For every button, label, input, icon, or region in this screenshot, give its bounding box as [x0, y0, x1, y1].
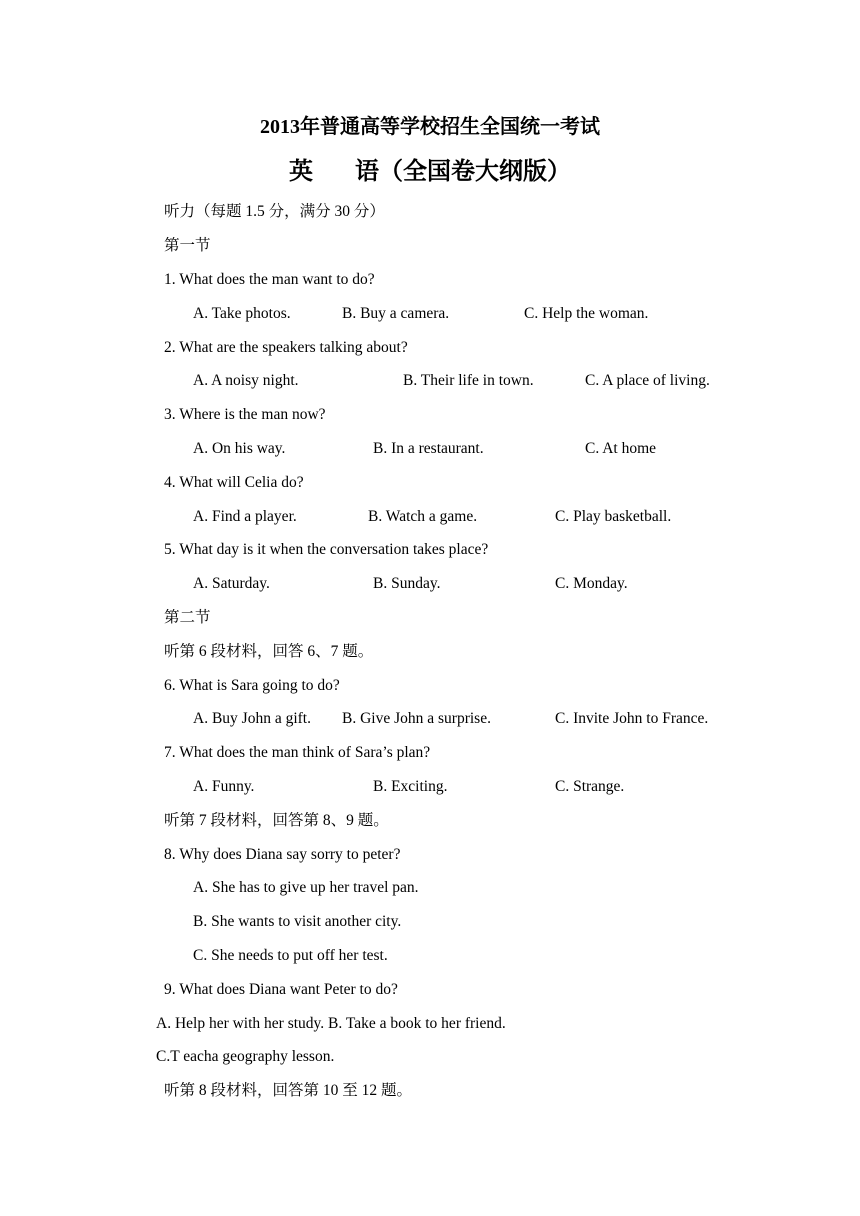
q8-option-b: B. She wants to visit another city.	[193, 913, 402, 930]
q2-option-b: B. Their life in town.	[403, 372, 534, 389]
question-9: 9. What does Diana want Peter to do?	[164, 981, 398, 998]
q8-option-c: C. She needs to put off her test.	[193, 947, 388, 964]
q4-option-c: C. Play basketball.	[555, 508, 672, 525]
material-7-instruction: 听第 7 段材料，回答第 8、9 题。	[164, 812, 389, 829]
question-3: 3. Where is the man now?	[164, 406, 326, 423]
subtitle-subject: 英	[289, 159, 313, 185]
q9-option-c: C.T eacha geography lesson.	[156, 1048, 335, 1065]
question-7: 7. What does the man think of Sara’s plan?	[164, 744, 431, 761]
question-5: 5. What day is it when the conversation takes place?	[164, 541, 489, 558]
question-4: 4. What will Celia do?	[164, 474, 304, 491]
q5-option-c: C. Monday.	[555, 575, 628, 592]
q1-option-c: C. Help the woman.	[524, 305, 649, 322]
q8-option-a: A. She has to give up her travel pan.	[193, 879, 419, 896]
q1-option-a: A. Take photos.	[193, 305, 291, 322]
q7-option-c: C. Strange.	[555, 778, 625, 795]
q4-option-b: B. Watch a game.	[368, 508, 478, 525]
q2-option-c: C. A place of living.	[585, 372, 710, 389]
subtitle-edition: 语（全国卷大纲版）	[355, 159, 571, 185]
material-6-instruction: 听第 6 段材料，回答 6、7 题。	[164, 643, 374, 660]
question-6: 6. What is Sara going to do?	[164, 677, 340, 694]
page-title: 2013年普通高等学校招生全国统一考试	[260, 116, 600, 138]
q7-option-b: B. Exciting.	[373, 778, 448, 795]
q5-option-a: A. Saturday.	[193, 575, 270, 592]
q4-option-a: A. Find a player.	[193, 508, 297, 525]
q6-option-b: B. Give John a surprise.	[342, 710, 491, 727]
q5-option-b: B. Sunday.	[373, 575, 441, 592]
q6-option-a: A. Buy John a gift.	[193, 710, 311, 727]
q3-option-c: C. At home	[585, 440, 657, 457]
q3-option-a: A. On his way.	[193, 440, 286, 457]
q9-options-ab: A. Help her with her study. B. Take a book to her friend.	[156, 1015, 506, 1032]
q7-option-a: A. Funny.	[193, 778, 255, 795]
question-2: 2. What are the speakers talking about?	[164, 339, 408, 356]
question-1: 1. What does the man want to do?	[164, 271, 375, 288]
q2-option-a: A. A noisy night.	[193, 372, 299, 389]
q6-option-c: C. Invite John to France.	[555, 710, 709, 727]
part1-heading: 第一节	[164, 237, 211, 254]
page-subtitle	[0, 156, 860, 188]
part2-heading: 第二节	[164, 609, 211, 626]
listening-heading: 听力（每题 1.5 分，满分 30 分）	[164, 203, 385, 220]
q1-option-b: B. Buy a camera.	[342, 305, 450, 322]
q3-option-b: B. In a restaurant.	[373, 440, 484, 457]
question-8: 8. Why does Diana say sorry to peter?	[164, 846, 401, 863]
material-8-instruction: 听第 8 段材料，回答第 10 至 12 题。	[164, 1082, 413, 1099]
